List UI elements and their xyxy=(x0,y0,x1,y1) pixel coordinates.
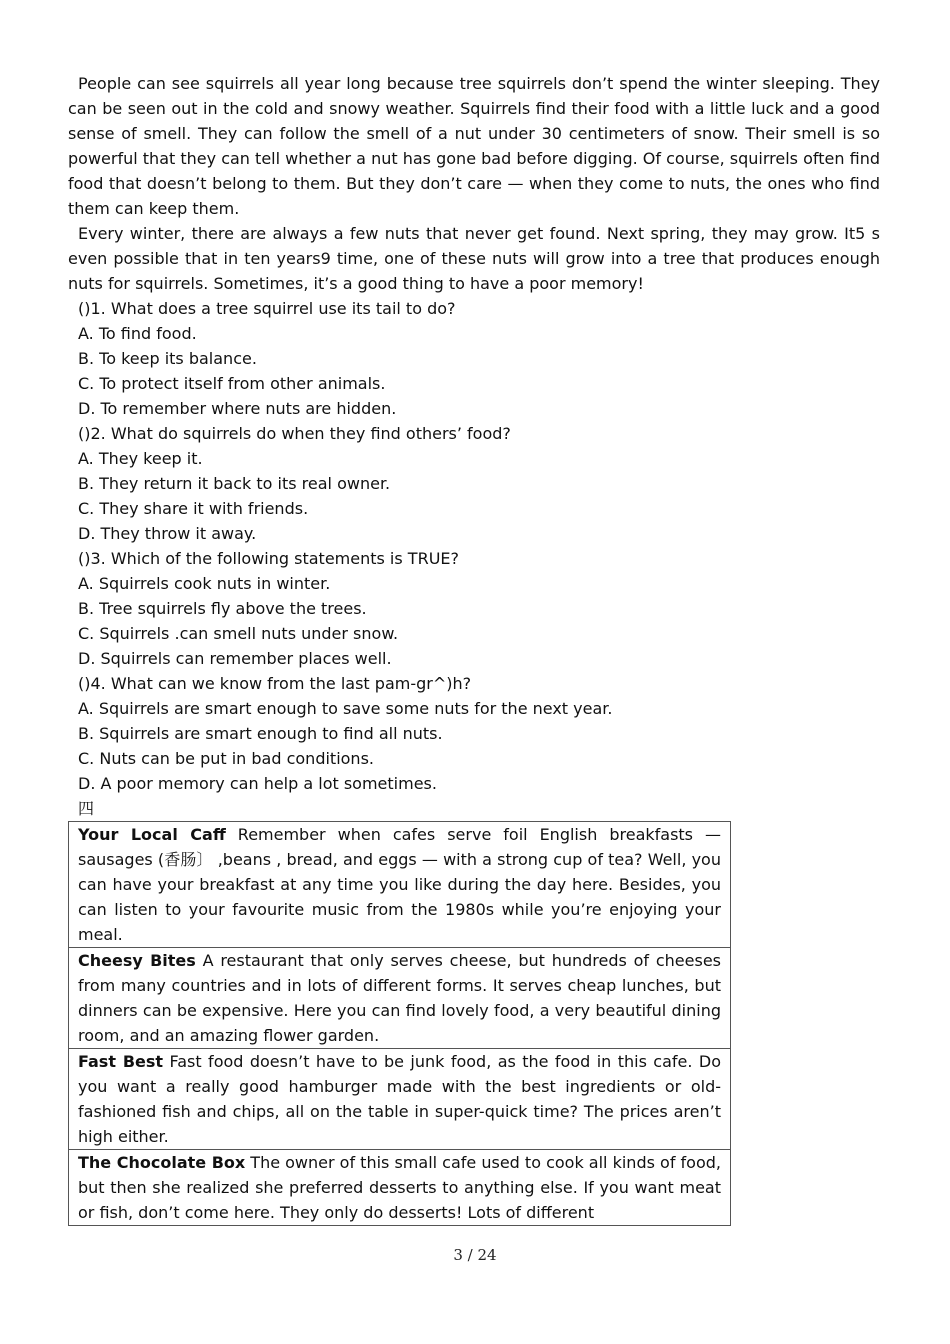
option: D. They throw it away. xyxy=(78,524,257,543)
option: A. They keep it. xyxy=(78,449,203,468)
option: A. To find food. xyxy=(78,324,197,343)
option: D. Squirrels can remember places well. xyxy=(78,649,392,668)
cafe-name: Your Local Caff xyxy=(78,825,226,844)
question-stem: ()4. What can we know from the last pam-gr^)h? xyxy=(78,674,472,693)
passage-paragraph: People can see squirrels all year long because tree squirrels don’t spend the winter sleeping. They can be seen out in the cold and snowy weather. Squirrels find their food with a little luck and a good sense of smell. They can follow the smell of a nut under 30 centimeters of snow. Their smell is so powerful that they can tell whether a nut has gone bad before digging. Of course, squirrels often find food that doesn’t belong to them. But they don’t care — when they come to nuts, the ones who find them can keep them. xyxy=(68,74,880,218)
page-number: 3 / 24 xyxy=(453,1246,497,1264)
cafe-cell xyxy=(69,1049,731,1150)
option: A. Squirrels cook nuts in winter. xyxy=(78,574,331,593)
option: C. To protect itself from other animals. xyxy=(78,374,386,393)
option: D. A poor memory can help a lot sometimes. xyxy=(78,774,437,793)
table-row xyxy=(69,822,731,948)
cafe-description: The owner of this small cafe used to cook all kinds of food, but then she realized she preferred desserts to anything else. If you want meat or fish, don’t come here. They only do desserts! Lots of different xyxy=(78,1153,721,1222)
option: D. To remember where nuts are hidden. xyxy=(78,399,397,418)
section-marker: 四 xyxy=(78,799,95,818)
option: B. Squirrels are smart enough to find all nuts. xyxy=(78,724,443,743)
option: C. They share it with friends. xyxy=(78,499,309,518)
table-row xyxy=(69,1150,731,1226)
cafe-table xyxy=(68,821,731,1226)
question-1 xyxy=(68,296,880,421)
option: B. They return it back to its real owner. xyxy=(78,474,391,493)
option: A. Squirrels are smart enough to save some nuts for the next year. xyxy=(78,699,613,718)
cafe-name: Cheesy Bites xyxy=(78,951,196,970)
document-page xyxy=(68,71,880,1226)
cafe-name: The Chocolate Box xyxy=(78,1153,246,1172)
option: B. To keep its balance. xyxy=(78,349,257,368)
question-stem: ()2. What do squirrels do when they find others’ food? xyxy=(78,424,511,443)
passage-paragraph: Every winter, there are always a few nuts that never get found. Next spring, they may grow. It5 s even possible that in ten years9 time, one of these nuts will grow into a tree that produces enough nuts for squirrels. Sometimes, it’s a good thing to have a poor memory! xyxy=(68,224,880,293)
option: C. Squirrels .can smell nuts under snow. xyxy=(78,624,399,643)
cafe-name: Fast Best xyxy=(78,1052,164,1071)
cafe-cell xyxy=(69,1150,731,1226)
question-stem: ()3. Which of the following statements is TRUE? xyxy=(78,549,459,568)
question-2 xyxy=(68,421,880,546)
question-4 xyxy=(68,671,880,796)
table-row xyxy=(69,1049,731,1150)
cafe-cell xyxy=(69,948,731,1049)
question-3 xyxy=(68,546,880,671)
cafe-cell xyxy=(69,822,731,948)
option: C. Nuts can be put in bad conditions. xyxy=(78,749,374,768)
question-stem: ()1. What does a tree squirrel use its tail to do? xyxy=(78,299,456,318)
option: B. Tree squirrels fly above the trees. xyxy=(78,599,367,618)
cafe-description: Remember when cafes serve foil English breakfasts — sausages (香肠〕 ,beans , bread, and eggs — with a strong cup of tea? Well, you can have your breakfast at any time you like during the day here. Besides, you can listen to your favourite music from the 1980s while you’re enjoying your meal. xyxy=(78,825,722,944)
cafe-description: Fast food doesn’t have to be junk food, as the food in this cafe. Do you want a really good hamburger made with the best ingredients or old-fashioned fish and chips, all on the table in super-quick time? The prices aren’t high either. xyxy=(78,1052,721,1146)
cafe-description: A restaurant that only serves cheese, but hundreds of cheeses from many countries and in lots of different forms. It serves cheap lunches, but dinners can be expensive. Here you can find lovely food, a very beautiful dining room, and an amazing flower garden. xyxy=(78,951,722,1045)
table-row xyxy=(69,948,731,1049)
